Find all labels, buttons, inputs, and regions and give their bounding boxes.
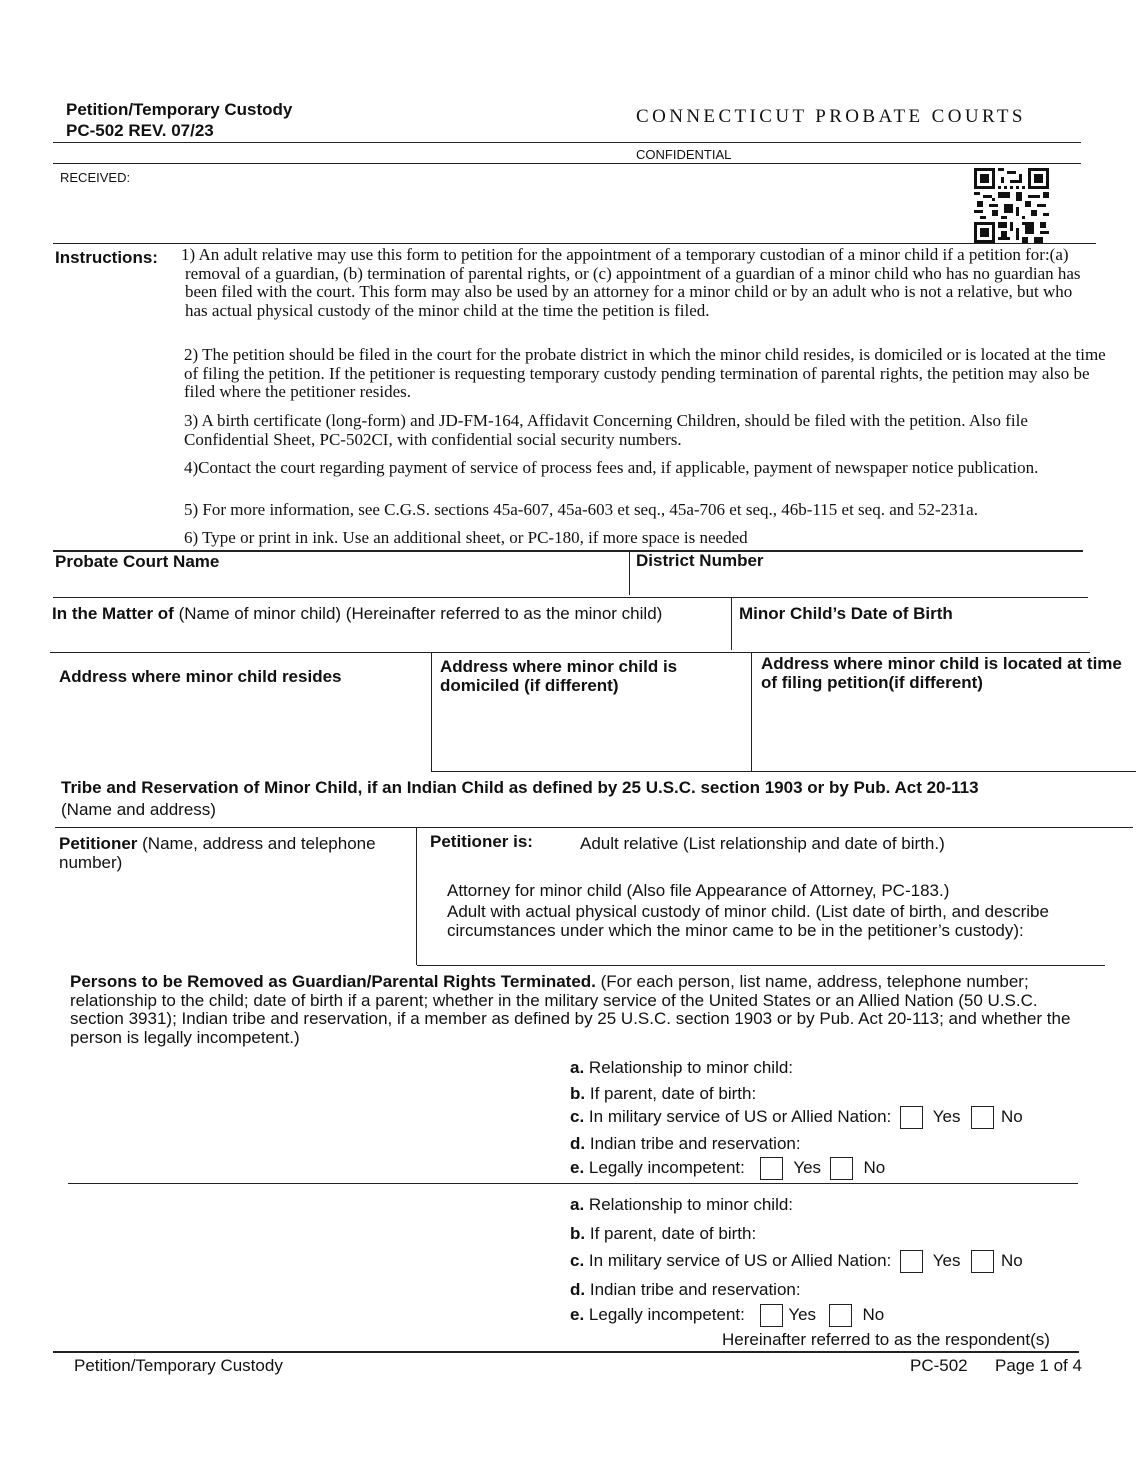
court-divider <box>629 551 630 595</box>
persons-note: (For each person, list name, address, telephone number; relationship to the child; date of birth if a parent; whether in the military service of the United States or an Allied Nation (50 U.S.C. section 3931); Indian tribe and reservation, if a member as defined by 25 U.S.C. section 1903 or by Pub. Act 20-113; and whether the person is legally incompetent.) <box>70 972 1071 1047</box>
letter-a: a. <box>570 1195 585 1214</box>
minor-dob-field[interactable] <box>739 626 1079 650</box>
military-label: In military service of US or Allied Nation: <box>588 1106 892 1126</box>
address-divider-2 <box>751 653 752 771</box>
tribe-label: Indian tribe and reservation: <box>589 1280 801 1299</box>
address-resides-field[interactable] <box>59 692 419 768</box>
option-physical-custody[interactable]: Adult with actual physical custody of minor child. (List date of birth, and describe circumstances under which the minor came to be in the petitioner’s custody): <box>447 902 1049 940</box>
incompetent-no-checkbox[interactable] <box>830 1157 853 1180</box>
respondent-divider <box>68 1183 1078 1184</box>
letter-a: a. <box>570 1058 585 1077</box>
petitioner-row-bottom <box>417 965 1105 966</box>
matter-row-bottom <box>50 652 1090 653</box>
matter-divider <box>731 598 732 650</box>
minor-dob-label: Minor Child’s Date of Birth <box>739 604 953 623</box>
petitioner-title: Petitioner <box>59 834 138 853</box>
petitioner-note: (Name, address and telephone number) <box>59 834 376 872</box>
address-row-bottom <box>431 771 1136 772</box>
petitioner-field[interactable] <box>59 878 409 958</box>
header-rule <box>53 142 1081 143</box>
yes-label: Yes <box>788 1304 817 1324</box>
military-no-checkbox[interactable] <box>971 1106 994 1129</box>
yes-label: Yes <box>932 1250 961 1270</box>
petitioner-divider <box>416 828 417 965</box>
instruction-3: 3) A birth certificate (long-form) and JD-FM-164, Affidavit Concerning Children, should be filed with the petition. Also file Confidential Sheet, PC-502CI, with confidential social security numbers. <box>184 411 1028 449</box>
letter-e: e. <box>570 1157 585 1177</box>
district-number-label: District Number <box>636 551 764 570</box>
option-attorney[interactable]: Attorney for minor child (Also file Appearance of Attorney, PC-183.) <box>447 881 950 900</box>
footer-form-number: PC-502 <box>910 1356 968 1375</box>
qr-code <box>974 168 1049 243</box>
tribe-note: (Name and address) <box>61 800 216 819</box>
dob-label: If parent, date of birth: <box>589 1224 757 1243</box>
probate-court-name-field[interactable] <box>55 572 625 596</box>
letter-c: c. <box>570 1250 585 1270</box>
respondent-2-field[interactable] <box>70 1192 550 1322</box>
no-label: No <box>863 1157 886 1177</box>
in-the-matter-of-note: (Name of minor child) (Hereinafter referred to as the minor child) <box>178 604 663 623</box>
relationship-label: Relationship to minor child: <box>588 1195 794 1214</box>
respondent-1-field[interactable] <box>70 1055 550 1175</box>
military-yes-checkbox[interactable] <box>900 1250 923 1273</box>
respondent-1-tribe[interactable] <box>570 1134 801 1153</box>
respondent-2-dob[interactable] <box>570 1224 756 1243</box>
tribe-label: Indian tribe and reservation: <box>589 1134 801 1153</box>
tribe-row-bottom <box>55 827 1133 828</box>
form-title: Petition/Temporary Custody <box>66 100 293 119</box>
in-the-matter-of-label <box>52 604 662 623</box>
military-no-checkbox[interactable] <box>971 1250 994 1273</box>
address-domiciled-label: Address where minor child is domiciled (if different) <box>440 657 678 695</box>
address-domiciled-field[interactable] <box>440 700 740 768</box>
respondent-note: Hereinafter referred to as the respondent(s) <box>722 1330 1050 1349</box>
persons-section <box>70 973 1090 1047</box>
instructions-label: Instructions: <box>55 248 158 267</box>
tribe-field[interactable] <box>240 798 1120 822</box>
yes-label: Yes <box>932 1106 961 1126</box>
respondent-1-military <box>570 1106 1023 1129</box>
incompetent-label: Legally incompetent: <box>588 1157 745 1177</box>
relationship-label: Relationship to minor child: <box>588 1058 794 1077</box>
district-number-field[interactable] <box>636 572 1076 596</box>
minor-name-field[interactable] <box>53 626 723 650</box>
footer-page-number: Page 1 of 4 <box>995 1356 1082 1375</box>
footer-form-title: Petition/Temporary Custody <box>74 1356 283 1375</box>
instruction-2: 2) The petition should be filed in the court for the probate district in which the minor child resides, is domiciled or is located at the time of filing the petition. If the petitioner is requesting temporary custody pending termination of parental rights, the petition may also be filed where the petitioner resides. <box>184 345 1106 401</box>
incompetent-yes-checkbox[interactable] <box>760 1304 783 1327</box>
tribe-label: Tribe and Reservation of Minor Child, if an Indian Child as defined by 25 U.S.C. section 1903 or by Pub. Act 20-113 <box>61 778 979 797</box>
military-yes-checkbox[interactable] <box>900 1106 923 1129</box>
received-label: RECEIVED: <box>60 170 131 185</box>
instruction-4: 4)Contact the court regarding payment of service of process fees and, if applicable, payment of newspaper notice publication. <box>184 458 1039 477</box>
respondent-2-military <box>570 1250 1023 1273</box>
incompetent-no-checkbox[interactable] <box>829 1304 852 1327</box>
instructions-top-rule <box>53 243 1096 244</box>
option-adult-relative[interactable]: Adult relative (List relationship and date of birth.) <box>580 834 945 853</box>
persons-heading: Persons to be Removed as Guardian/Parental Rights Terminated. <box>70 972 596 991</box>
letter-d: d. <box>570 1280 586 1299</box>
no-label: No <box>1000 1106 1023 1126</box>
letter-b: b. <box>570 1084 586 1103</box>
letter-e: e. <box>570 1304 585 1324</box>
court-row-bottom <box>53 597 1088 598</box>
dob-label: If parent, date of birth: <box>589 1084 757 1103</box>
respondent-2-incompetent <box>570 1304 884 1327</box>
letter-b: b. <box>570 1224 586 1243</box>
yes-label: Yes <box>793 1157 822 1177</box>
respondent-2-relationship[interactable] <box>570 1195 793 1214</box>
instruction-1: 1) An adult relative may use this form to petition for the appointment of a temporary custodian of a minor child if a petition for:(a) removal of a guardian, (b) termination of parental rights, or (c) appointment of a guardian of a minor child who has no guardian has been filed with the court. This form may also be used by an attorney for a minor child or by an adult who is not a relative, but who has actual physical custody of the minor child at the time the petition is filed. <box>181 245 1081 320</box>
probate-court-name-label: Probate Court Name <box>55 552 220 571</box>
petitioner-is-label: Petitioner is: <box>430 832 533 851</box>
instruction-6: 6) Type or print in ink. Use an additional sheet, or PC-180, if more space is needed <box>184 528 748 547</box>
address-divider-1 <box>431 653 432 771</box>
letter-c: c. <box>570 1106 585 1126</box>
military-label: In military service of US or Allied Nation: <box>588 1250 892 1270</box>
respondent-1-dob[interactable] <box>570 1084 756 1103</box>
no-label: No <box>1000 1250 1023 1270</box>
respondent-2-tribe[interactable] <box>570 1280 801 1299</box>
respondent-1-incompetent <box>570 1157 885 1180</box>
instruction-5: 5) For more information, see C.G.S. sections 45a-607, 45a-603 et seq., 45a-706 et seq., 46b-115 et seq. and 52-231a. <box>184 500 978 519</box>
petitioner-label <box>59 834 414 872</box>
footer-rule <box>53 1351 1079 1353</box>
header-rule-2 <box>53 163 1081 164</box>
in-the-matter-of-title: In the Matter of <box>52 604 174 623</box>
address-resides-label: Address where minor child resides <box>59 667 342 686</box>
confidential-label: CONFIDENTIAL <box>636 147 732 162</box>
respondent-1-relationship[interactable] <box>570 1058 793 1077</box>
no-label: No <box>862 1304 885 1324</box>
form-number: PC-502 REV. 07/23 <box>66 121 214 140</box>
letter-d: d. <box>570 1134 586 1153</box>
address-located-label: Address where minor child is located at time of filing petition(if different) <box>761 654 1122 692</box>
address-located-field[interactable] <box>761 700 1121 768</box>
incompetent-label: Legally incompetent: <box>588 1304 745 1324</box>
incompetent-yes-checkbox[interactable] <box>760 1157 783 1180</box>
court-name: CONNECTICUT PROBATE COURTS <box>636 106 1026 127</box>
